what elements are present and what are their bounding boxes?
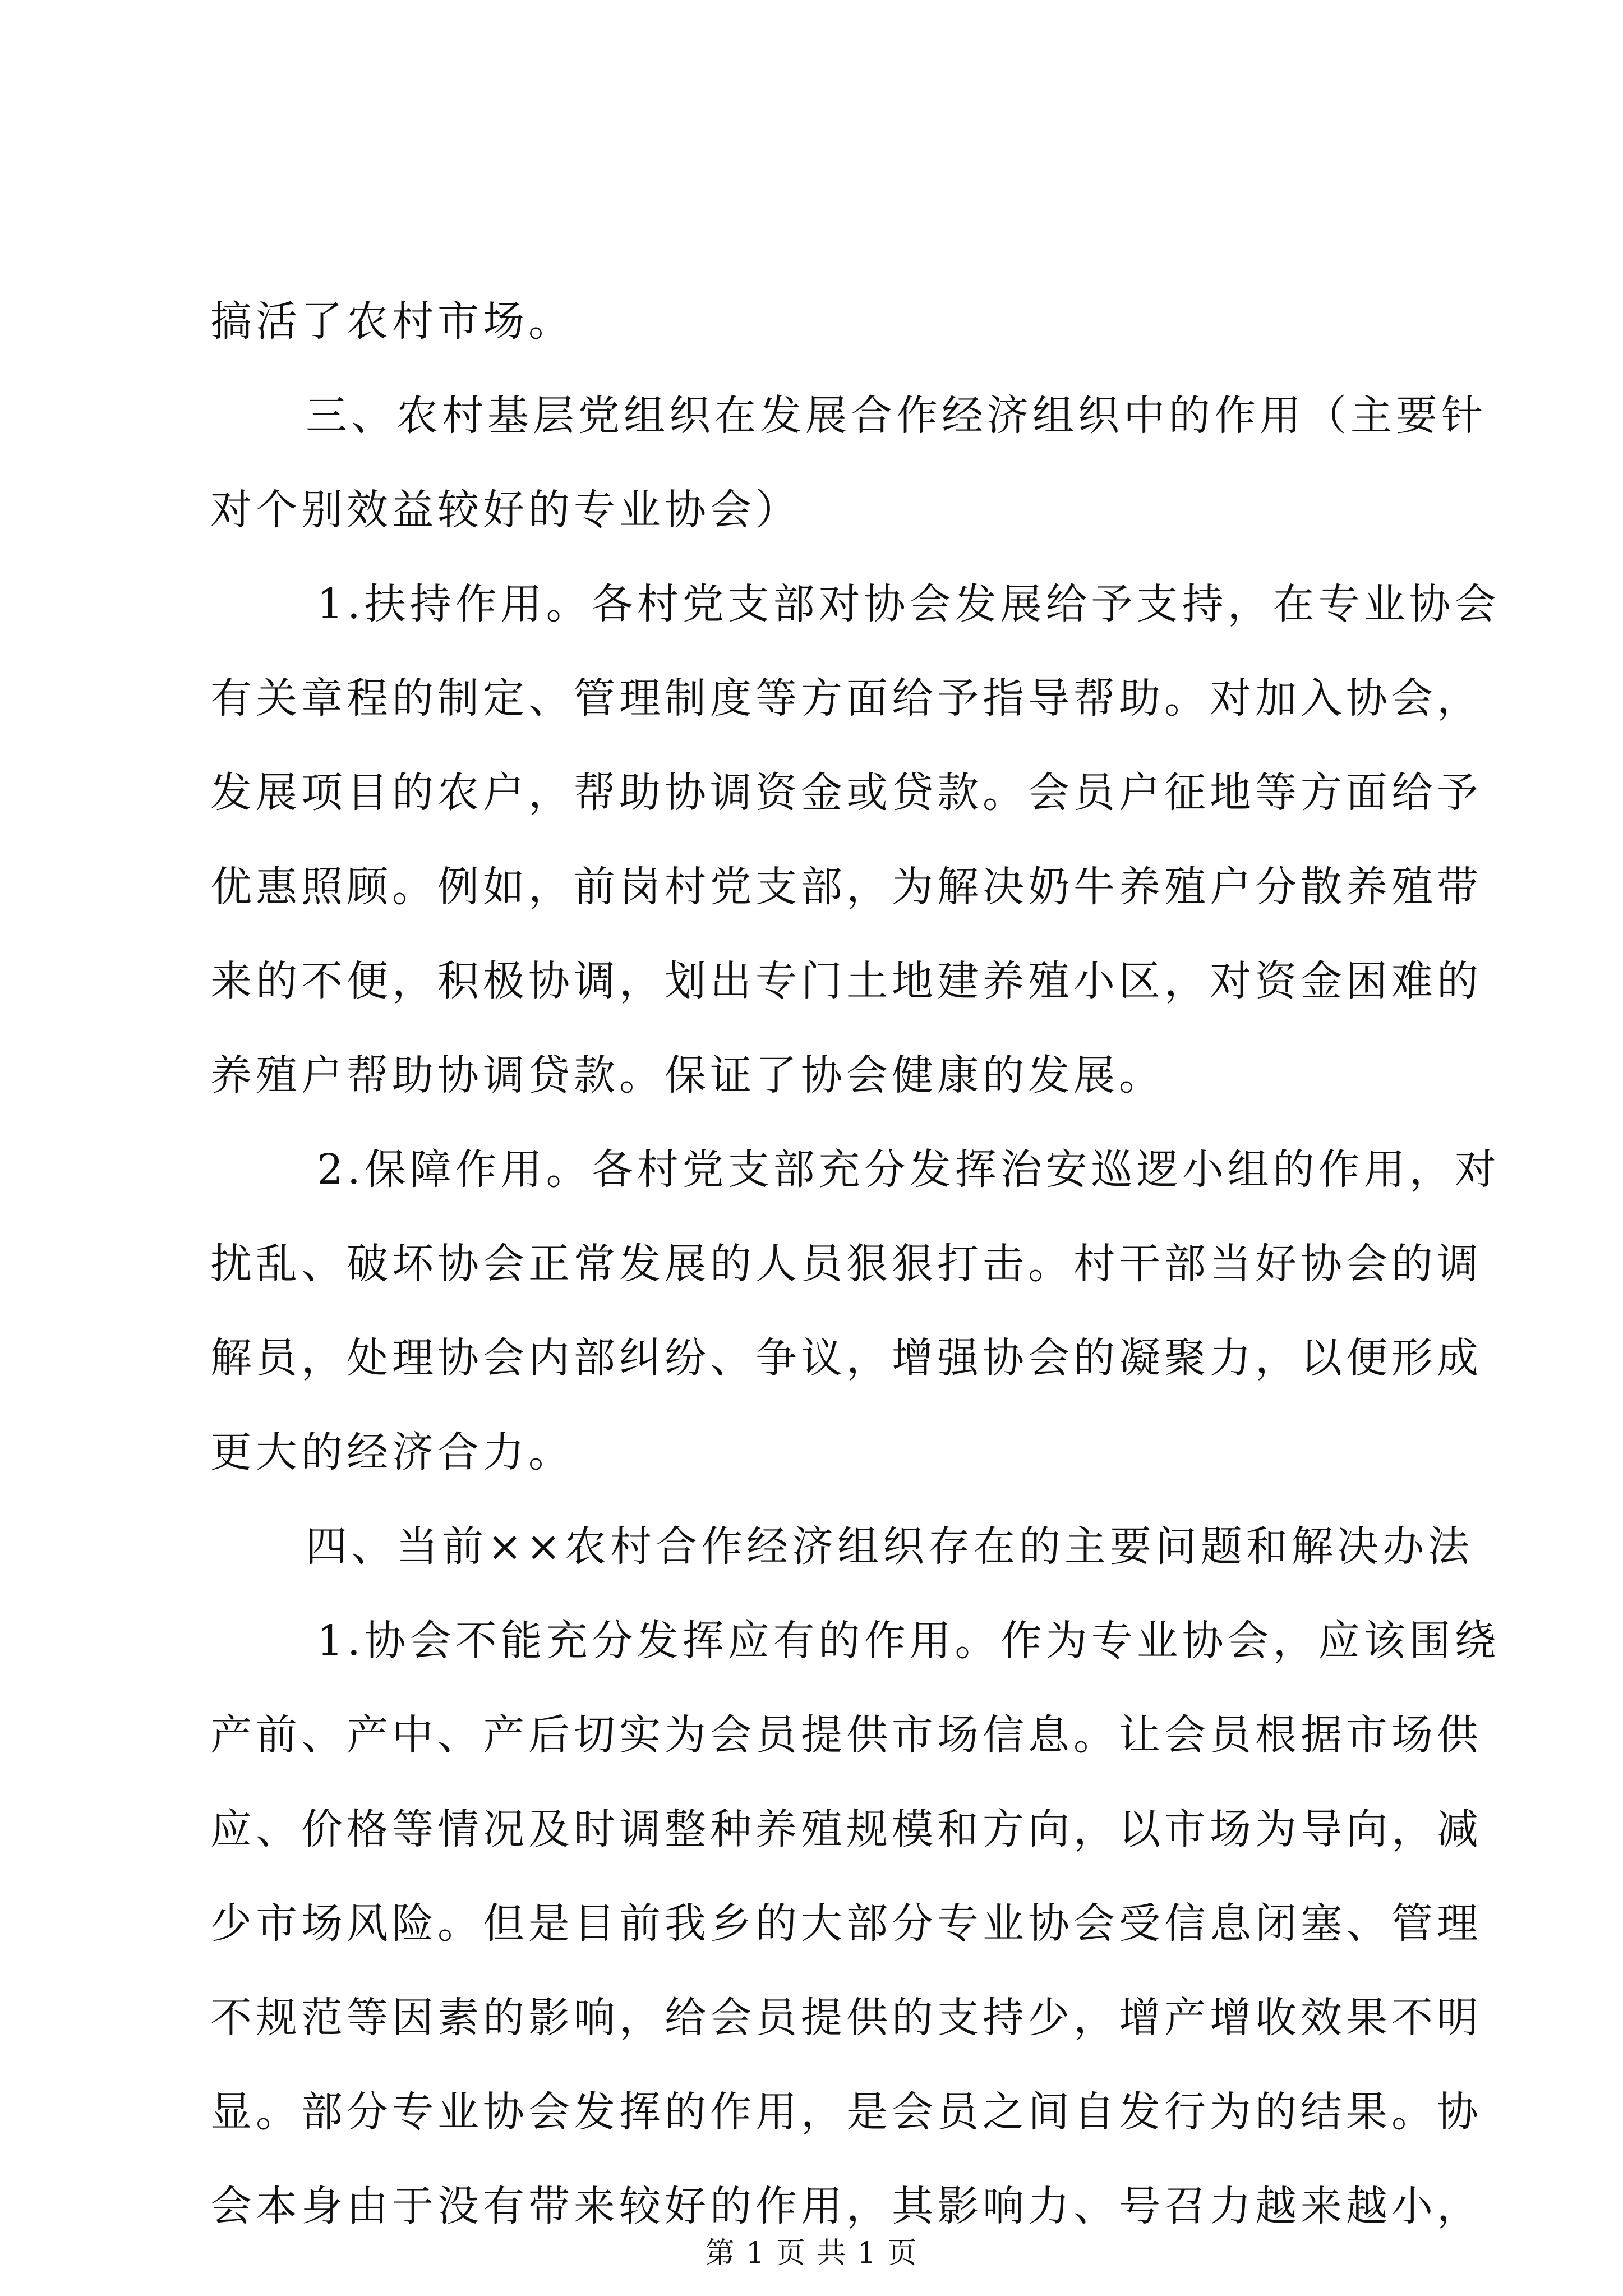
- text-line: 搞活了农村市场。: [210, 297, 574, 346]
- text-line: 更大的经济合力。: [210, 1428, 574, 1476]
- section-heading: 三、农村基层党组织在发展合作经济组织中的作用（主要针: [306, 392, 1487, 440]
- text-line: 少市场风险。但是目前我乡的大部分专业协会受信息闭塞、管理: [210, 1899, 1482, 1948]
- text-line: 应、价格等情况及时调整种养殖规模和方向，以市场为导向，减: [210, 1805, 1482, 1853]
- page-footer: 第 1 页 共 1 页: [705, 2237, 918, 2270]
- paragraph-start: 1.协会不能充分发挥应有的作用。作为专业协会，应该围绕: [317, 1617, 1500, 1665]
- paragraph-start: 2.保障作用。各村党支部充分发挥治安巡逻小组的作用，对: [317, 1145, 1500, 1194]
- text-line: 扰乱、破坏协会正常发展的人员狠狠打击。村干部当好协会的调: [210, 1240, 1482, 1288]
- text-line: 对个别效益较好的专业协会）: [210, 486, 801, 534]
- section-heading: 四、当前××农村合作经济组织存在的主要问题和解决办法: [306, 1522, 1474, 1571]
- text-line: 有关章程的制定、管理制度等方面给予指导帮助。对加入协会，: [210, 674, 1482, 723]
- text-line: 产前、产中、产后切实为会员提供市场信息。让会员根据市场供: [210, 1711, 1482, 1759]
- text-line: 会本身由于没有带来较好的作用，其影响力、号召力越来越小，: [210, 2182, 1482, 2230]
- text-line: 显。部分专业协会发挥的作用，是会员之间自发行为的结果。协: [210, 2088, 1482, 2136]
- text-line: 优惠照顾。例如，前岗村党支部，为解决奶牛养殖户分散养殖带: [210, 863, 1482, 911]
- text-line: 解员，处理协会内部纠纷、争议，增强协会的凝聚力，以便形成: [210, 1334, 1482, 1382]
- text-line: 养殖户帮助协调贷款。保证了协会健康的发展。: [210, 1051, 1164, 1099]
- text-line: 来的不便，积极协调，划出专门土地建养殖小区，对资金困难的: [210, 957, 1482, 1005]
- paragraph-start: 1.扶持作用。各村党支部对协会发展给予支持，在专业协会: [317, 580, 1500, 628]
- text-line: 不规范等因素的影响，给会员提供的支持少，增产增收效果不明: [210, 1994, 1482, 2042]
- text-line: 发展项目的农户，帮助协调资金或贷款。会员户征地等方面给予: [210, 769, 1482, 817]
